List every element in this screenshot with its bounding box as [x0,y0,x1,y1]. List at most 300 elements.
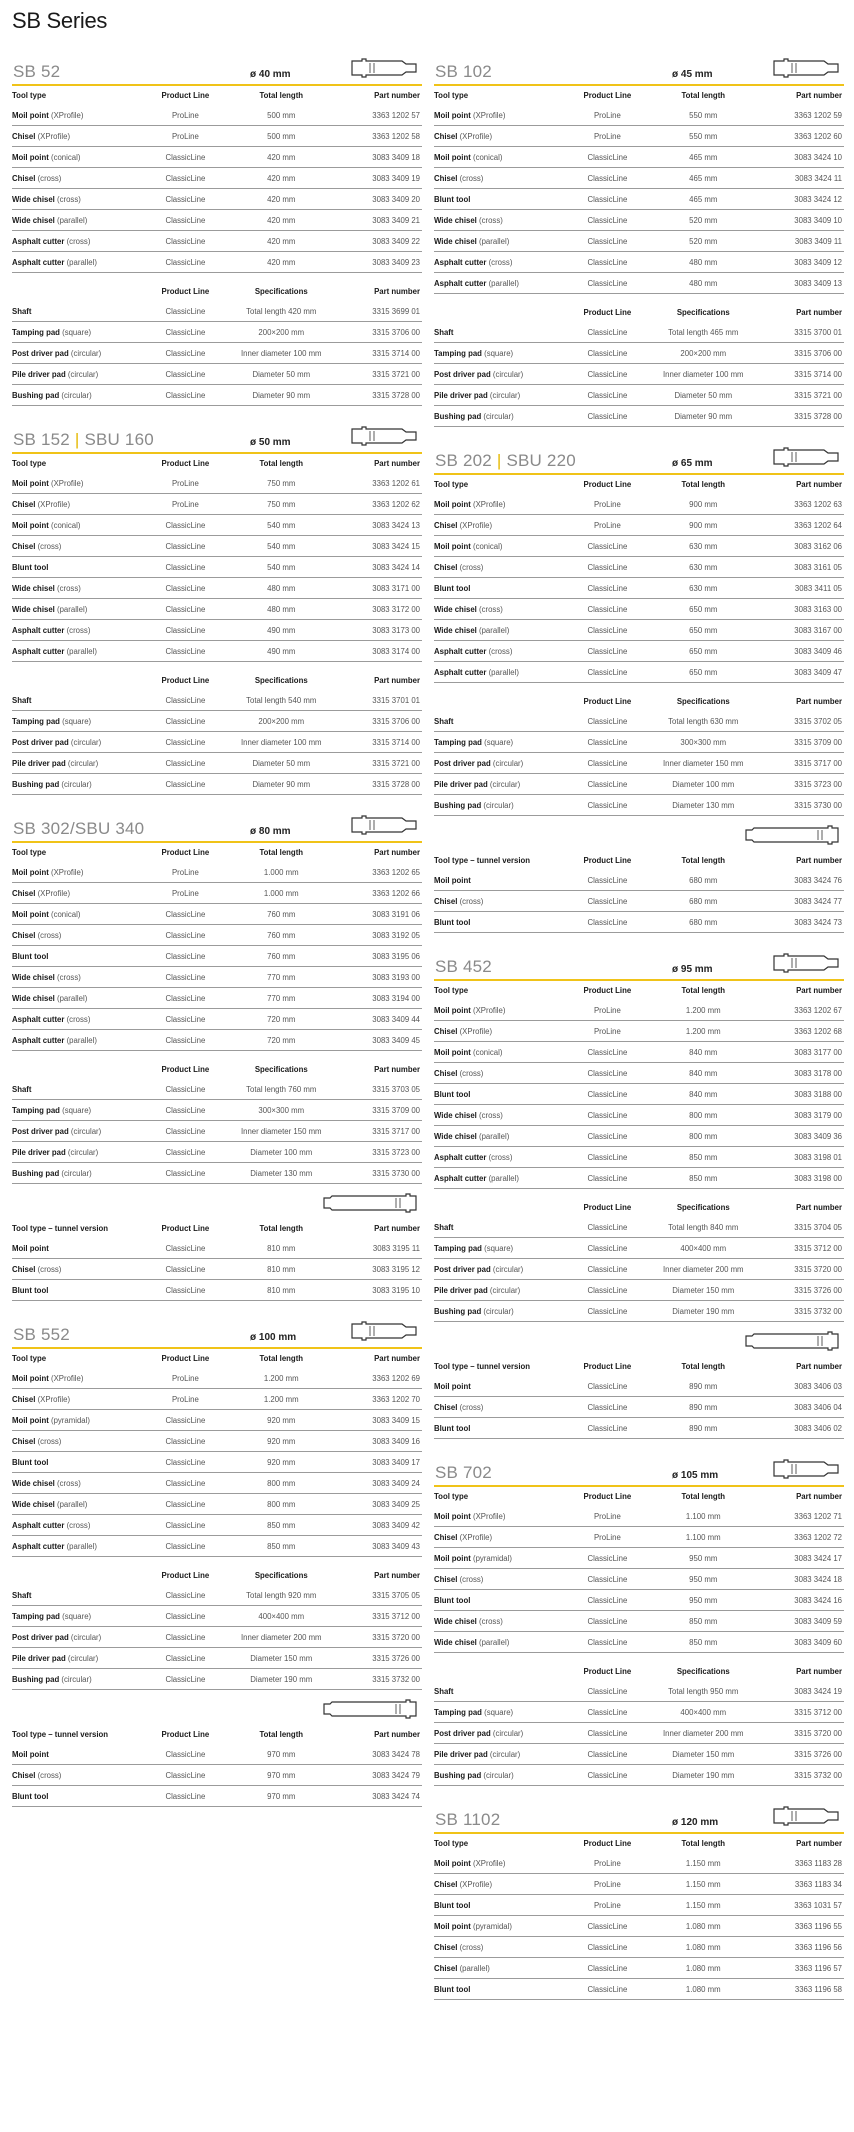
product-line-cell: ClassicLine [143,1030,229,1051]
column-header: Part number [796,308,842,317]
product-line-cell: ClassicLine [565,1916,651,1937]
table-row [434,1916,844,1937]
tool-type-cell [12,1744,143,1765]
product-line-cell: ClassicLine [565,912,651,933]
tool-variant: (square) [59,1611,92,1621]
series-section [434,945,844,1439]
product-line-cell: ProLine [565,1506,651,1527]
tool-variant: (cross) [457,173,484,183]
tool-type-cell [12,189,143,210]
length-cell: 1.080 mm [650,1916,756,1937]
column-header: Product Line [583,308,632,317]
table-row [434,1105,844,1126]
table-row [434,189,844,210]
series-title [435,957,492,977]
tool-name: Shaft [12,306,32,316]
part-number-cell: 3083 3409 43 [334,1536,422,1557]
tool-type-cell [434,1147,565,1168]
tool-variant: (cross) [457,1068,484,1078]
series-name: SB 552 [13,1325,70,1344]
series-title [435,1463,492,1483]
part-number-cell: 3315 3726 00 [756,1744,844,1765]
table-row [434,870,844,891]
length-cell: 920 mm [228,1410,334,1431]
tool-type-cell [434,1084,565,1105]
tool-variant: (circular) [481,800,514,810]
product-line-cell: ClassicLine [565,385,651,406]
part-number-cell: 3083 3409 21 [334,210,422,231]
tool-name: Moil point [434,152,471,162]
table-gap [12,662,422,671]
tool-variant: (parallel) [476,1131,510,1141]
tool-name: Chisel [434,173,458,183]
length-cell: 1.150 mm [650,1874,756,1895]
tunnel-table [12,1219,422,1301]
part-number-cell: 3083 3409 18 [334,147,422,168]
length-cell: Total length 465 mm [650,322,756,343]
tool-type-cell [434,557,565,578]
tool-variant: (circular) [59,1168,92,1178]
column-header: Part number [374,1065,420,1074]
table-row [12,690,422,711]
table-row [12,1142,422,1163]
column-header: Tool type [434,1839,469,1848]
product-line-cell: ClassicLine [565,753,651,774]
product-line-cell: ClassicLine [565,536,651,557]
length-cell: 1.200 mm [228,1368,334,1389]
product-line-cell: ClassicLine [565,231,651,252]
accessories-table [12,1566,422,1690]
product-line-cell: ClassicLine [143,578,229,599]
length-cell: 970 mm [228,1765,334,1786]
table-row [12,210,422,231]
shaft-diameter: ø 40 mm [250,69,291,80]
product-line-cell: ClassicLine [143,1079,229,1100]
table-row [12,1100,422,1121]
tool-variant: (circular) [490,758,524,768]
series-name: SB 302/SBU 340 [13,819,145,838]
tool-shank-icon [772,446,840,468]
product-line-cell: ProLine [143,1368,229,1389]
length-cell: 520 mm [650,210,756,231]
part-number-cell: 3083 3195 06 [334,946,422,967]
length-cell: 1.000 mm [228,883,334,904]
table-row [12,988,422,1009]
product-line-cell: ProLine [143,105,229,126]
part-number-cell: 3083 3424 78 [334,1744,422,1765]
tool-variant: (XProfile) [35,131,71,141]
tool-name: Chisel [434,896,458,906]
header-row [12,282,422,301]
product-line-cell: ClassicLine [143,536,229,557]
tool-type-cell [12,1648,143,1669]
series-name: SB 152 [13,430,70,449]
tool-type-cell [434,1000,565,1021]
product-line-cell: ProLine [565,1000,651,1021]
table-row [434,1168,844,1189]
tool-type-cell [12,1786,143,1807]
tool-name: Bushing pad [12,390,60,400]
tunnel-tool-icon [744,1330,840,1352]
table-row [12,189,422,210]
table-row [434,105,844,126]
header-row [434,303,844,322]
tool-type-cell [434,711,565,732]
column-header: Part number [374,1730,420,1739]
table-row [434,231,844,252]
tool-shank-icon [350,57,418,79]
product-line-cell: ClassicLine [565,1611,651,1632]
tool-type-cell [434,1569,565,1590]
tool-variant: (square) [481,1707,514,1717]
tool-variant: (square) [59,327,92,337]
tool-variant: (parallel) [64,646,97,656]
column-header: Specifications [676,308,730,317]
tool-name: Pile driver pad [434,390,488,400]
tool-name: Blunt tool [12,1791,49,1801]
length-cell: 500 mm [228,126,334,147]
tool-type-cell [434,1063,565,1084]
tool-variant: (XProfile) [48,1373,84,1383]
table-row [434,1238,844,1259]
table-row [12,1515,422,1536]
tool-type-cell [434,210,565,231]
part-number-cell: 3315 3732 00 [756,1765,844,1786]
tool-name: Asphalt cutter [12,236,65,246]
length-cell: 400×400 mm [650,1238,756,1259]
table-row [434,1937,844,1958]
header-row [12,1349,422,1368]
tool-variant: (circular) [487,1749,521,1759]
series-header [12,50,422,86]
table-row [434,1126,844,1147]
tool-name: Bushing pad [434,800,482,810]
part-number-cell: 3083 3424 19 [756,1681,844,1702]
tool-variant: (cross) [35,173,62,183]
part-number-cell: 3363 1202 58 [334,126,422,147]
column-header: Tool type – tunnel version [434,1362,531,1371]
tool-type-cell [434,870,565,891]
tool-type-cell [12,1536,143,1557]
tool-name: Moil point [12,1749,49,1759]
header-row [434,692,844,711]
tool-name: Wide chisel [434,625,477,635]
length-cell: Diameter 90 mm [228,385,334,406]
product-line-cell: ProLine [565,126,651,147]
tool-type-cell [12,690,143,711]
product-line-cell: ClassicLine [565,1937,651,1958]
part-number-cell: 3315 3730 00 [756,795,844,816]
length-cell: 420 mm [228,210,334,231]
tool-variant: (XProfile) [470,1511,506,1521]
table-row [434,252,844,273]
tool-name: Moil point [434,1005,471,1015]
tool-name: Wide chisel [434,215,477,225]
tool-type-cell [12,1585,143,1606]
table-row [12,1259,422,1280]
column-header: Tool type – tunnel version [12,1224,109,1233]
part-number-cell: 3083 3424 11 [756,168,844,189]
tool-type-cell [434,364,565,385]
part-number-cell: 3083 3424 14 [334,557,422,578]
table-row [12,322,422,343]
header-row [12,1566,422,1585]
part-number-cell: 3083 3424 79 [334,1765,422,1786]
tool-name: Blunt tool [434,1423,471,1433]
table-row [12,1627,422,1648]
tool-name: Tamping pad [434,1707,482,1717]
column-header: Product Line [583,1667,632,1676]
product-line-cell: ClassicLine [565,599,651,620]
product-line-cell: ClassicLine [143,189,229,210]
product-line-cell: ProLine [143,883,229,904]
column-header [434,1198,565,1217]
tool-type-cell [434,578,565,599]
length-cell: Diameter 190 mm [650,1765,756,1786]
length-cell: 950 mm [650,1569,756,1590]
tool-name: Tamping pad [434,737,482,747]
tool-type-cell [12,385,143,406]
tool-type-cell [12,1121,143,1142]
tool-type-cell [434,189,565,210]
tool-name: Asphalt cutter [434,257,487,267]
tool-name: Pile driver pad [434,1285,488,1295]
tool-type-cell [434,1238,565,1259]
table-gap [434,1653,844,1662]
tool-name: Shaft [434,1222,454,1232]
column-header: Total length [681,856,726,865]
tool-type-cell [12,473,143,494]
part-number-cell: 3315 3712 00 [756,1238,844,1259]
tool-type-cell [12,231,143,252]
tool-name: Pile driver pad [434,1749,488,1759]
length-cell: 680 mm [650,891,756,912]
tool-name: Moil point [434,541,471,551]
tool-variant: (cross) [35,541,62,551]
header-row [12,1219,422,1238]
part-number-cell: 3083 3195 11 [334,1238,422,1259]
product-line-cell: ClassicLine [143,1410,229,1431]
length-cell: 1.200 mm [650,1000,756,1021]
column-header: Specifications [254,1571,308,1580]
tool-name: Chisel [12,1394,36,1404]
tool-type-cell [434,406,565,427]
length-cell: Inner diameter 100 mm [650,364,756,385]
column-header: Specifications [254,287,308,296]
column-header: Total length [681,986,726,995]
part-number-cell: 3315 3726 00 [756,1280,844,1301]
tool-type-cell [434,1744,565,1765]
table-row [434,662,844,683]
tool-type-cell [434,1895,565,1916]
tool-type-cell [12,364,143,385]
length-cell: 500 mm [228,105,334,126]
product-line-cell: ClassicLine [143,147,229,168]
tool-type-cell [12,536,143,557]
column-header: Total length [259,1224,304,1233]
table-row [434,641,844,662]
tool-variant: (conical) [48,909,81,919]
column-header: Total length [259,1730,304,1739]
page-title: SB Series [12,8,108,33]
tool-name: Asphalt cutter [434,646,487,656]
part-number-cell: 3083 3194 00 [334,988,422,1009]
tools-table [434,86,844,294]
length-cell: 200×200 mm [650,343,756,364]
table-row [12,1744,422,1765]
tunnel-header [12,1699,422,1725]
length-cell: 650 mm [650,599,756,620]
table-row [434,1280,844,1301]
tool-variant: (circular) [68,1632,102,1642]
tool-name: Post driver pad [434,1264,491,1274]
column-header: Tool type [12,848,47,857]
length-cell: 970 mm [228,1744,334,1765]
tunnel-table [434,851,844,933]
part-number-cell: 3083 3409 20 [334,189,422,210]
column-header: Part number [374,1354,420,1363]
tool-type-cell [434,1259,565,1280]
part-number-cell: 3363 1202 68 [756,1021,844,1042]
accessories-table [12,1060,422,1184]
tools-table [434,1834,844,2000]
product-line-cell: ProLine [143,126,229,147]
column-header: Part number [374,1224,420,1233]
table-row [434,273,844,294]
column-header [434,303,565,322]
length-cell: 720 mm [228,1030,334,1051]
product-line-cell: ClassicLine [143,1765,229,1786]
product-line-cell: ClassicLine [565,322,651,343]
table-row [434,1376,844,1397]
tool-type-cell [434,168,565,189]
tool-variant: (parallel) [476,625,510,635]
column-header: Part number [374,459,420,468]
column-header: Part number [374,287,420,296]
length-cell: 520 mm [650,231,756,252]
part-number-cell: 3083 3409 47 [756,662,844,683]
length-cell: 850 mm [650,1611,756,1632]
tool-name: Chisel [434,131,458,141]
tool-variant: (square) [481,1243,514,1253]
length-cell: 650 mm [650,662,756,683]
tool-name: Chisel [434,1026,458,1036]
tool-name: Chisel [12,888,36,898]
tool-variant: (cross) [54,583,81,593]
column-header [12,1060,143,1079]
tool-variant: (circular) [68,1126,102,1136]
column-header: Specifications [676,697,730,706]
tool-type-cell [12,946,143,967]
length-cell: Diameter 190 mm [228,1669,334,1690]
header-row [434,475,844,494]
part-number-cell: 3083 3424 76 [756,870,844,891]
part-number-cell: 3315 3721 00 [334,753,422,774]
table-row [12,862,422,883]
product-line-cell: ClassicLine [143,1515,229,1536]
length-cell: Total length 840 mm [650,1217,756,1238]
series-name: SB 102 [435,62,492,81]
tool-type-cell [434,1376,565,1397]
product-line-cell: ClassicLine [143,364,229,385]
length-cell: 300×300 mm [228,1100,334,1121]
product-line-cell: ClassicLine [565,1681,651,1702]
product-line-cell: ClassicLine [143,1100,229,1121]
tool-name: Moil point [12,1373,49,1383]
tool-type-cell [434,1042,565,1063]
part-number-cell: 3083 3173 00 [334,620,422,641]
length-cell: 550 mm [650,126,756,147]
table-gap [434,683,844,692]
tool-type-cell [12,732,143,753]
table-row [434,1958,844,1979]
tool-name: Moil point [434,110,471,120]
table-row [434,210,844,231]
tool-type-cell [434,536,565,557]
product-line-cell: ClassicLine [565,795,651,816]
table-row [434,1723,844,1744]
part-number-cell: 3363 1196 56 [756,1937,844,1958]
table-row [434,1681,844,1702]
tool-variant: (circular) [490,1264,524,1274]
tool-name: Asphalt cutter [12,1520,65,1530]
product-line-cell: ClassicLine [565,1376,651,1397]
tool-variant: (cross) [457,1942,484,1952]
table-row [434,891,844,912]
table-row [434,1527,844,1548]
table-row [434,557,844,578]
tool-name: Chisel [12,173,36,183]
length-cell: 420 mm [228,168,334,189]
length-cell: Diameter 90 mm [228,774,334,795]
tool-type-cell [434,322,565,343]
tool-name: Moil point [434,1511,471,1521]
part-number-cell: 3315 3720 00 [334,1627,422,1648]
product-line-cell: ClassicLine [143,322,229,343]
table-row [12,967,422,988]
table-gap [12,273,422,282]
product-line-cell: ClassicLine [565,870,651,891]
tool-type-cell [434,1979,565,2000]
table-row [434,1021,844,1042]
header-row [12,454,422,473]
tool-type-cell [434,343,565,364]
tool-variant: (cross) [64,236,91,246]
part-number-cell: 3315 3705 05 [334,1585,422,1606]
table-row [12,1786,422,1807]
shaft-diameter: ø 50 mm [250,437,291,448]
part-number-cell: 3083 3424 74 [334,1786,422,1807]
length-cell: Total length 420 mm [228,301,334,322]
table-row [434,1042,844,1063]
tool-type-cell [12,1452,143,1473]
part-number-cell: 3083 3171 00 [334,578,422,599]
part-number-cell: 3083 3409 16 [334,1431,422,1452]
product-line-cell: ClassicLine [565,1569,651,1590]
tool-type-cell [434,732,565,753]
product-line-cell: ClassicLine [565,147,651,168]
tools-table [434,981,844,1189]
table-row [12,126,422,147]
length-cell: 400×400 mm [228,1606,334,1627]
length-cell: 1.200 mm [228,1389,334,1410]
part-number-cell: 3083 3409 36 [756,1126,844,1147]
length-cell: 650 mm [650,641,756,662]
tool-variant: (cross) [476,215,503,225]
tool-type-cell [434,1874,565,1895]
part-number-cell: 3315 3714 00 [756,364,844,385]
table-row [434,406,844,427]
